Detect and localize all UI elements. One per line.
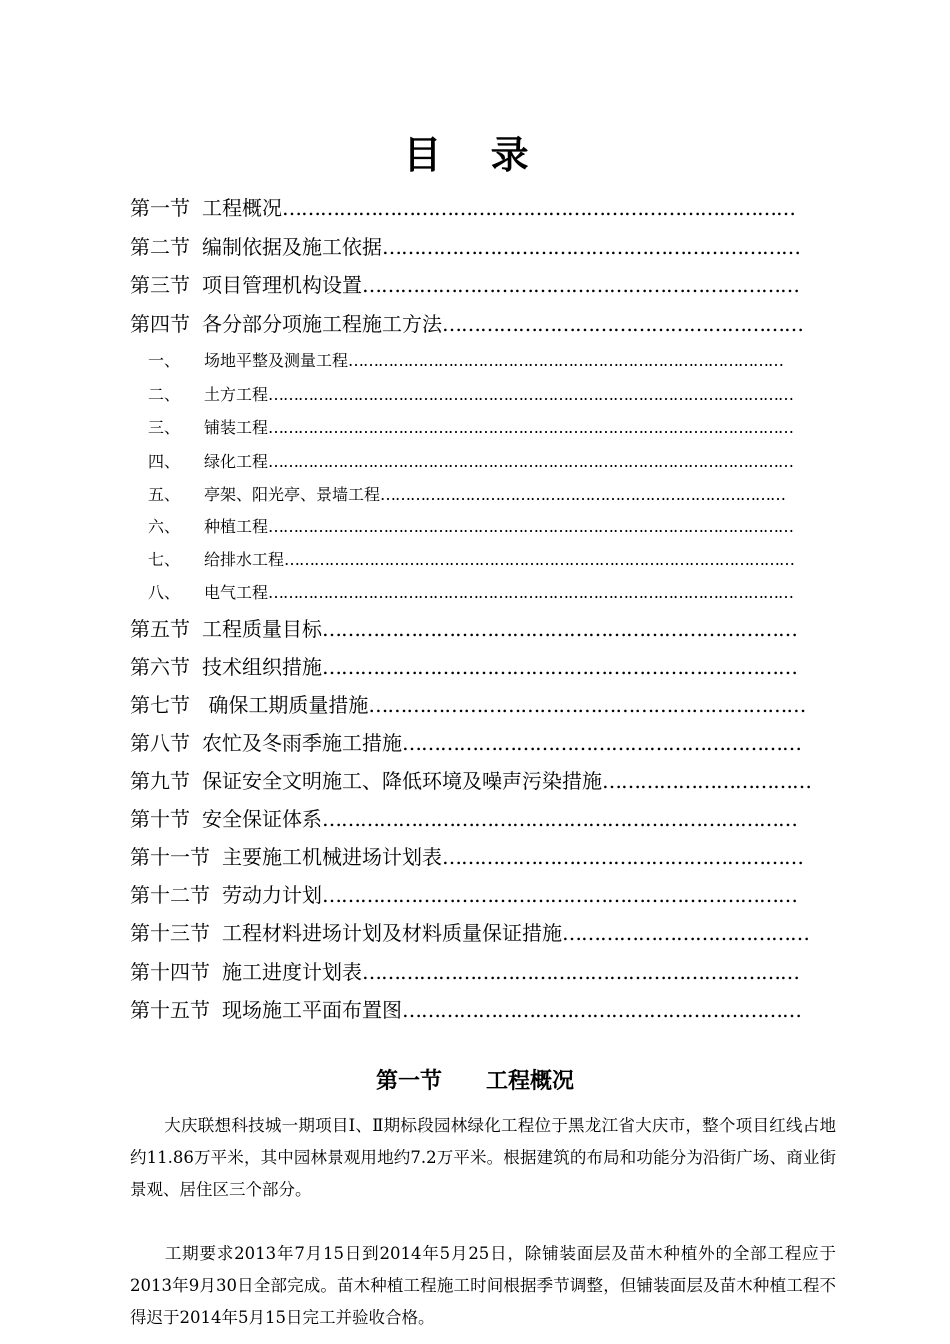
toc-item-number: 第十二节 — [130, 883, 210, 907]
toc-item-number: 第六节 — [130, 655, 190, 679]
toc-leader-dots: ………………………………………………………………… — [322, 617, 797, 641]
toc-title: 目 录 — [403, 132, 547, 177]
toc-item[interactable] — [130, 192, 795, 221]
toc-item-number: 第一节 — [130, 196, 190, 220]
toc-item-number: 第十一节 — [130, 845, 210, 869]
toc-item-label: 种植工程 — [204, 517, 269, 536]
toc-subitem[interactable] — [148, 382, 793, 405]
section-heading — [0, 1064, 950, 1095]
toc-item-number: 第五节 — [130, 617, 190, 641]
toc-item-label: 农忙及冬雨季施工措施 — [202, 731, 402, 755]
toc-leader-dots: ……………………………………………………… — [402, 731, 801, 755]
toc-subitem[interactable] — [148, 449, 793, 472]
toc-leader-dots: ………………………………………………… — [442, 845, 803, 869]
body-paragraph — [130, 1238, 836, 1334]
toc-item-label: 工程质量目标 — [202, 617, 322, 641]
toc-item-label: 工程材料进场计划及材料质量保证措施 — [222, 921, 562, 945]
toc-leader-dots: ………………………………………………………………… — [322, 655, 797, 679]
toc-item-label: 电气工程 — [204, 583, 269, 602]
toc-leader-dots: ………………………………………………… — [442, 312, 803, 336]
toc-item-number: 一、 — [148, 351, 181, 370]
toc-item-number: 第十三节 — [130, 921, 210, 945]
toc-item[interactable] — [130, 917, 809, 946]
paragraph-text: 大庆联想科技城一期项目Ⅰ、Ⅱ期标段园林绿化工程位于黑龙江省大庆市，整个项目红线占地约11.86万平米，其中园林景观用地约7.2万平米。根据建筑的布局和功能分为沿街广场、商业街景观、居住区三个部分。 — [130, 1116, 836, 1199]
toc-item[interactable] — [130, 803, 797, 832]
paragraph-text: 工期要求2013年7月15日到2014年5月25日，除铺装面层及苗木种植外的全部工程应于2013年9月30日全部完成。苗木种植工程施工时间根据季节调整，但铺装面层及苗木种植工程不得迟于2014年5月15日完工并验收合格。 — [130, 1244, 836, 1327]
toc-item-number: 第三节 — [130, 273, 190, 297]
toc-leader-dots: …………………………………………………………………………… — [348, 351, 784, 370]
toc-subitem[interactable] — [148, 547, 794, 570]
toc-item[interactable] — [130, 308, 803, 337]
toc-leader-dots: …………………………………………………………… — [362, 273, 799, 297]
toc-leader-dots: ………………………………………………………… — [382, 235, 800, 259]
toc-item[interactable] — [130, 879, 797, 908]
toc-subitem[interactable] — [148, 482, 785, 505]
toc-item-number: 第八节 — [130, 731, 190, 755]
toc-leader-dots: …………………………………………………………… — [362, 960, 799, 984]
toc-subitem[interactable] — [148, 415, 793, 438]
toc-item-number: 五、 — [148, 485, 181, 504]
toc-item-number: 第四节 — [130, 312, 190, 336]
toc-item-label: 编制依据及施工依据 — [202, 235, 382, 259]
toc-item[interactable] — [130, 689, 805, 718]
toc-item-label: 主要施工机械进场计划表 — [222, 845, 442, 869]
toc-leader-dots: …………………………………………………………… — [368, 693, 806, 717]
toc-subitem[interactable] — [148, 514, 793, 537]
toc-leader-dots: ………………………………………………………………… — [322, 883, 797, 907]
toc-item-number: 四、 — [148, 452, 181, 471]
toc-item-label: 工程概况 — [202, 196, 282, 220]
toc-leader-dots: …………………………………………………………………………………………… — [268, 418, 794, 437]
toc-leader-dots: ………………………………………………………………………………………… — [284, 550, 795, 569]
section-number: 第一节 — [375, 1068, 442, 1094]
toc-item-number: 第九节 — [130, 769, 190, 793]
toc-item-label: 给排水工程 — [204, 550, 285, 569]
toc-item-number: 第七节 — [130, 693, 190, 717]
toc-item-label: 安全保证体系 — [202, 807, 322, 831]
toc-leader-dots: …………………………………………………………………………………………… — [268, 517, 794, 536]
toc-item-label: 亭架、阳光亭、景墙工程 — [204, 485, 381, 504]
toc-item[interactable] — [130, 841, 803, 870]
toc-item-number: 七、 — [148, 550, 181, 569]
toc-item[interactable] — [130, 613, 797, 642]
toc-leader-dots: ………………………………… — [562, 921, 809, 945]
toc-leader-dots: …………………………………………………………………………………………… — [268, 452, 794, 471]
toc-subitem[interactable] — [148, 580, 793, 603]
toc-item-number: 第十节 — [130, 807, 190, 831]
toc-item-label: 铺装工程 — [204, 418, 269, 437]
toc-item-number: 八、 — [148, 583, 181, 602]
toc-item-label: 项目管理机构设置 — [202, 273, 362, 297]
toc-leader-dots: ………………………………………………………………… — [322, 807, 797, 831]
section-title: 工程概况 — [486, 1068, 575, 1094]
toc-item-number: 第十四节 — [130, 960, 210, 984]
body-paragraph — [130, 1110, 836, 1206]
toc-item-label: 绿化工程 — [204, 452, 269, 471]
toc-item-label: 保证安全文明施工、降低环境及噪声污染措施 — [202, 769, 602, 793]
toc-item-label: 劳动力计划 — [222, 883, 322, 907]
toc-item-label: 施工进度计划表 — [222, 960, 362, 984]
toc-item-number: 二、 — [148, 385, 181, 404]
toc-leader-dots: …………………………………………………………………………………………… — [268, 385, 794, 404]
toc-item[interactable] — [130, 269, 799, 298]
toc-item[interactable] — [130, 956, 799, 985]
toc-subitem[interactable] — [148, 348, 783, 371]
toc-item[interactable] — [130, 765, 811, 794]
toc-leader-dots: …………………………… — [602, 769, 811, 793]
toc-item-number: 第二节 — [130, 235, 190, 259]
toc-item-label: 确保工期质量措施 — [202, 693, 369, 717]
toc-item[interactable] — [130, 727, 801, 756]
toc-leader-dots: ……………………………………………………… — [402, 998, 801, 1022]
toc-item[interactable] — [130, 651, 797, 680]
toc-leader-dots: …………………………………………………………………………………………… — [268, 583, 794, 602]
toc-item[interactable] — [130, 994, 801, 1023]
toc-item-label: 技术组织措施 — [202, 655, 322, 679]
toc-item-number: 三、 — [148, 418, 181, 437]
toc-item[interactable] — [130, 231, 800, 260]
toc-item-number: 六、 — [148, 517, 181, 536]
toc-leader-dots: ……………………………………………………………………… — [380, 485, 786, 504]
toc-item-label: 各分部分项施工程施工方法 — [202, 312, 442, 336]
toc-item-label: 场地平整及测量工程 — [204, 351, 349, 370]
toc-leader-dots: ……………………………………………………………………… — [282, 196, 795, 220]
toc-item-number: 第十五节 — [130, 998, 210, 1022]
toc-item-label: 土方工程 — [204, 385, 269, 404]
toc-item-label: 现场施工平面布置图 — [222, 998, 402, 1022]
